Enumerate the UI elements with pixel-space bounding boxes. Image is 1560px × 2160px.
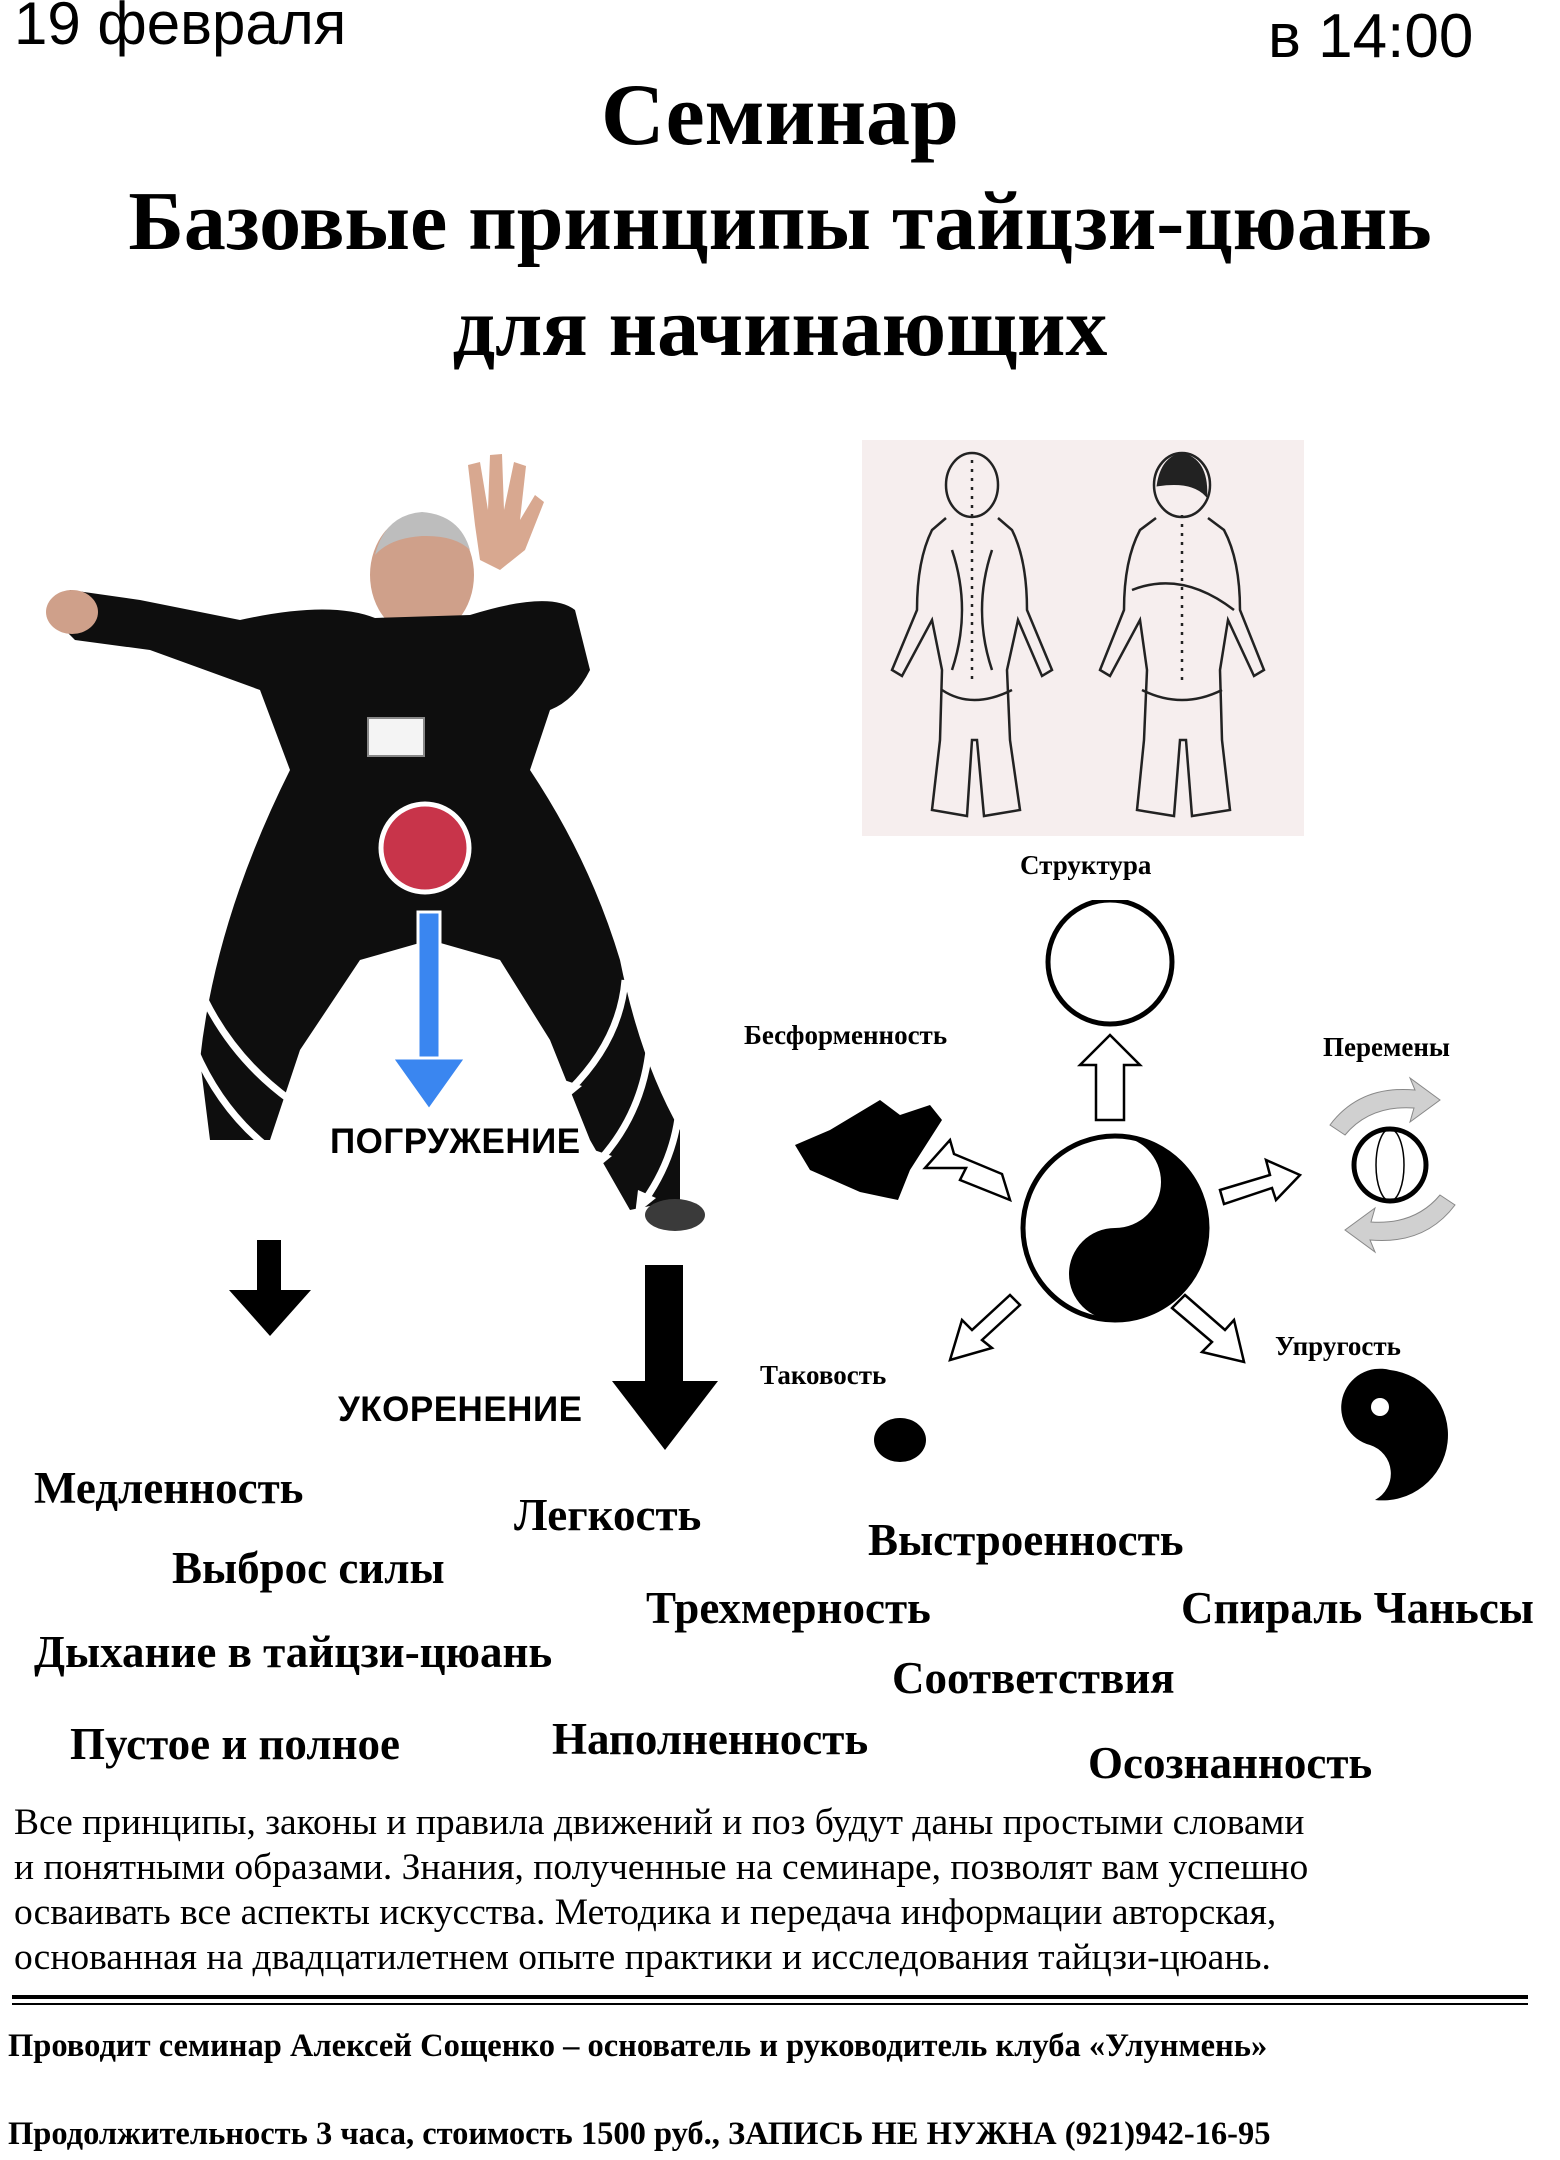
label-formlessness: Бесформенность <box>744 1020 948 1050</box>
title-audience: для начинающих <box>452 281 1108 374</box>
elasticity-shape <box>1341 1369 1448 1501</box>
principle-correspondences: Соответствия <box>892 1653 1175 1703</box>
sink-arrow <box>392 1058 466 1110</box>
principle-fullness: Наполненность <box>552 1714 869 1764</box>
principle-alignment: Выстроенность <box>868 1515 1184 1565</box>
principle-empty-full: Пустое и полное <box>70 1719 400 1769</box>
description-line: Все принципы, законы и правила движений и поз будут даны простыми словами <box>14 1802 1305 1843</box>
footer-host: Проводит семинар Алексей Сощенко – основатель и руководитель клуба «Улунмень» <box>8 2028 1268 2064</box>
description-paragraph <box>14 1800 1554 1980</box>
principle-breathing: Дыхание в тайцзи-цюань <box>34 1627 553 1677</box>
seminar-date: 19 февраля <box>14 0 347 57</box>
yin-yang-symbol <box>1023 1136 1207 1320</box>
label-rooting: УКОРЕНЕНИЕ <box>338 1390 583 1429</box>
label-sinking: ПОГРУЖЕНИЕ <box>330 1122 581 1161</box>
divider-rule-bottom <box>12 2003 1528 2005</box>
structure-circle <box>1048 900 1172 1024</box>
title-topic: Базовые принципы тайцзи-цюань <box>128 175 1432 268</box>
meridian-chart <box>862 440 1304 836</box>
label-suchness: Таковость <box>760 1360 887 1390</box>
footer-details: Продолжительность 3 часа, стоимость 1500 руб., ЗАПИСЬ НЕ НУЖНА (921)942-16-95 <box>8 2116 1271 2152</box>
description-line: и понятными образами. Знания, полученные на семинаре, позволят вам успешно <box>14 1847 1309 1888</box>
rooting-arrow-left <box>225 1240 315 1340</box>
divider-rule-top <box>12 1995 1528 1999</box>
label-changes: Перемены <box>1323 1032 1450 1062</box>
principle-three-dimensionality: Трехмерность <box>646 1583 931 1633</box>
principle-lightness: Легкость <box>514 1490 702 1540</box>
taiji-diagram <box>770 900 1540 1520</box>
suchness-dot <box>874 1418 926 1462</box>
principle-force-release: Выброс силы <box>172 1543 445 1593</box>
formlessness-shape <box>795 1100 942 1200</box>
label-structure: Структура <box>1020 850 1152 880</box>
description-line: основанная на двадцатилетнем опыте практики и исследования тайцзи-цюань. <box>14 1937 1271 1978</box>
changes-symbol <box>1330 1078 1455 1252</box>
title-seminar: Семинар <box>601 67 959 164</box>
principle-awareness: Осознанность <box>1088 1738 1373 1788</box>
dantian-dot <box>381 804 469 892</box>
raised-hand <box>468 454 544 570</box>
description-line: осваивать все аспекты искусства. Методика и передача информации авторская, <box>14 1892 1277 1933</box>
principle-slowness: Медленность <box>34 1463 304 1513</box>
rooting-arrow-right <box>610 1265 720 1455</box>
seminar-time: в 14:00 <box>1268 2 1474 71</box>
principle-chansy-spiral: Спираль Чаньсы <box>1181 1583 1534 1633</box>
label-elasticity: Упругость <box>1275 1331 1401 1361</box>
practitioner-body <box>50 590 680 1210</box>
name-badge <box>368 718 424 756</box>
